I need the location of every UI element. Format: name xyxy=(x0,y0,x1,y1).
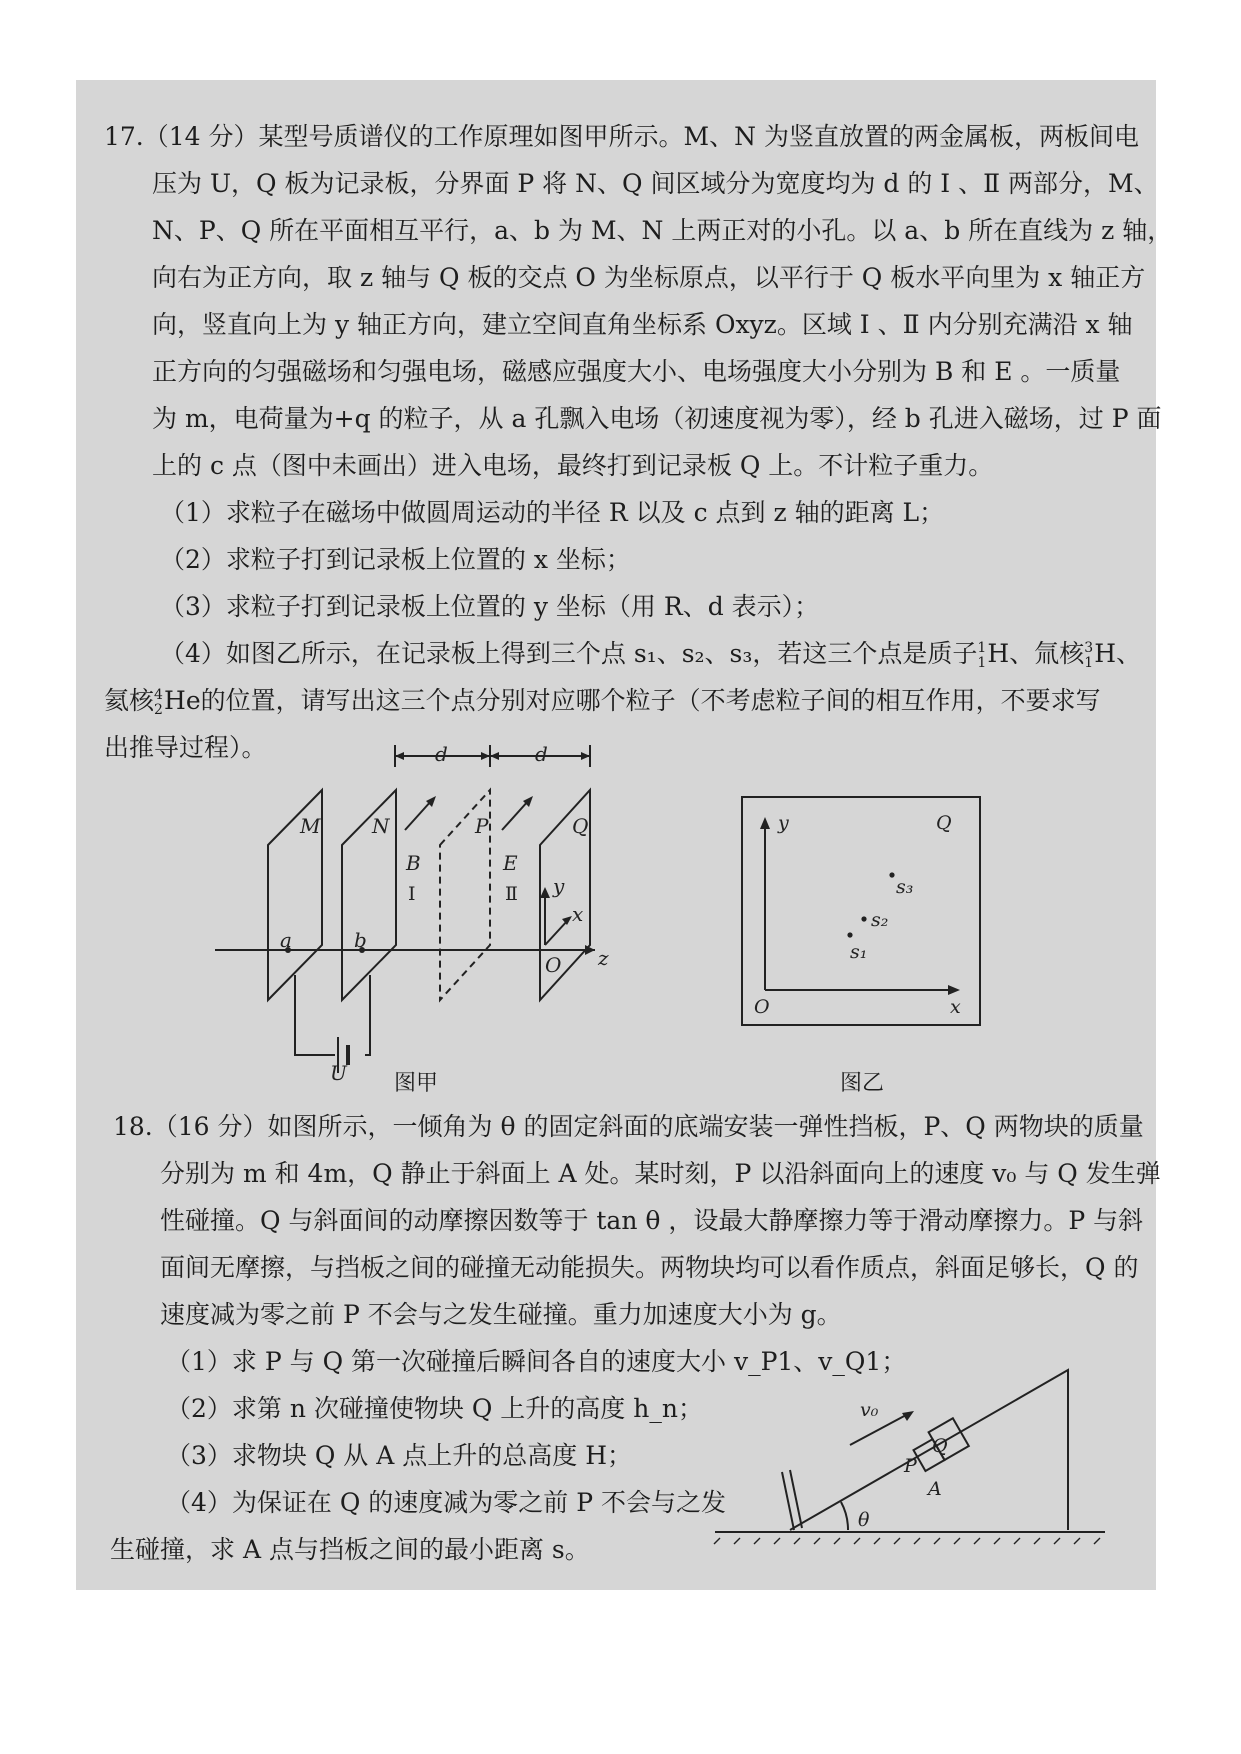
incline-label-theta: θ xyxy=(858,1509,870,1531)
q17-part-4-start: （4）如图乙所示，在记录板上得到三个点 s₁、s₂、s₃，若这三个点是质子 xyxy=(160,639,978,668)
label-region-2: Ⅱ xyxy=(505,883,518,905)
q18-stem-2: 性碰撞。Q 与斜面间的动摩擦因数等于 tan θ ，设最大静摩擦力等于滑动摩擦力。P 与斜 xyxy=(160,1206,1144,1235)
incline-label-p: P xyxy=(904,1455,917,1477)
q17-part-4-line-1 xyxy=(160,638,1141,671)
incline-label-q: Q xyxy=(932,1435,948,1457)
q17-stem-2: N、P、Q 所在平面相互平行，a、b 为 M、N 上两正对的小孔。以 a、b 所在直线为 z 轴， xyxy=(152,216,1173,245)
q18-stem-4: 速度减为零之前 P 不会与之发生碰撞。重力加速度大小为 g。 xyxy=(160,1300,842,1329)
q17-stem-3: 向右为正方向，取 z 轴与 Q 板的交点 O 为坐标原点，以平行于 Q 板水平向里为 x 轴正方 xyxy=(152,263,1146,292)
circuit-wire-right xyxy=(365,975,370,1055)
figure-b xyxy=(740,795,985,1030)
label-x: x xyxy=(572,902,584,926)
q17-points: （14 分） xyxy=(143,122,259,151)
fig-b-label-q: Q xyxy=(936,812,952,834)
label-q: Q xyxy=(572,814,589,838)
circuit-wire-left xyxy=(295,975,335,1055)
q17-number: 17. xyxy=(104,122,144,151)
fig-b-label-o: O xyxy=(754,996,770,1018)
b-field-arrow xyxy=(405,800,432,830)
incline-slope xyxy=(790,1370,1068,1530)
label-u: U xyxy=(330,1061,347,1085)
q17-stem-4: 向，竖直向上为 y 轴正方向，建立空间直角坐标系 Oxyz。区域 Ⅰ 、Ⅱ 内分别充满沿 x 轴 xyxy=(152,310,1133,339)
label-a: a xyxy=(280,928,292,952)
point-s1 xyxy=(847,932,852,937)
incline-figure xyxy=(710,1360,1110,1560)
q17-part-4-line2-start: 氦核 xyxy=(104,686,155,715)
triton-symbol: H xyxy=(1094,639,1117,668)
q-x-axis xyxy=(545,920,568,945)
fig-b-label-s2: s₂ xyxy=(871,909,889,931)
dim-label-left: d xyxy=(435,745,448,766)
q17-part-1: （1）求粒子在磁场中做圆周运动的半径 R 以及 c 点到 z 轴的距离 L； xyxy=(160,498,945,527)
q18-part-4: （4）为保证在 Q 的速度减为零之前 P 不会与之发 xyxy=(166,1488,727,1517)
label-m: M xyxy=(300,814,321,838)
q18-stem-0: 如图所示，一倾角为 θ 的固定斜面的底端安装一弹性挡板，P、Q 两物块的质量 xyxy=(267,1112,1144,1141)
q17-stem-0: 某型号质谱仪的工作原理如图甲所示。M、N 为竖直放置的两金属板，两板间电 xyxy=(258,122,1139,151)
fig-b-label-y: y xyxy=(778,812,789,834)
theta-arc xyxy=(841,1502,848,1530)
e-field-arrow xyxy=(502,800,529,830)
label-p: P xyxy=(475,814,489,838)
q17-stem-6: 为 m，电荷量为+q 的粒子，从 a 孔飘入电场（初速度视为零），经 b 孔进入磁场，过 P 面 xyxy=(152,404,1162,433)
point-s3 xyxy=(889,872,894,877)
q18-part-1: （1）求 P 与 Q 第一次碰撞后瞬间各自的速度大小 v_P1、v_Q1； xyxy=(166,1347,907,1376)
figure-a-caption: 图甲 xyxy=(394,1071,439,1096)
q17-part-2: （2）求粒子打到记录板上位置的 x 坐标； xyxy=(160,545,631,574)
q18-number: 18. xyxy=(113,1112,153,1141)
fig-b-label-s3: s₃ xyxy=(896,876,914,898)
fig-b-label-x: x xyxy=(950,996,961,1018)
q17-part-3: （3）求粒子打到记录板上位置的 y 坐标（用 R、d 表示）； xyxy=(160,592,820,621)
q17-stem-1: 压为 U，Q 板为记录板，分界面 P 将 N、Q 间区域分为宽度均为 d 的 Ⅰ 、Ⅱ 两部分，M、 xyxy=(152,169,1159,198)
label-n: N xyxy=(372,814,390,838)
q17-stem-7: 上的 c 点（图中未画出）进入电场，最终打到记录板 Q 上。不计粒子重力。 xyxy=(152,451,994,480)
triton-nuclide: 3 1 xyxy=(1084,639,1094,671)
q17-part-4-mid: 、氚核 xyxy=(1009,639,1085,668)
helium-nuclide: 4 2 xyxy=(154,686,163,718)
figure-a xyxy=(200,745,620,1085)
label-y: y xyxy=(553,874,565,898)
q18-line-1 xyxy=(113,1111,1144,1143)
q18-stem-1: 分别为 m 和 4m，Q 静止于斜面上 A 处。某时刻，P 以沿斜面向上的速度 v₀ 与 Q 发生弹 xyxy=(160,1159,1161,1188)
q18-stem-3: 面间无摩擦，与挡板之间的碰撞无动能损失。两物块均可以看作质点，斜面足够长，Q 的 xyxy=(160,1253,1139,1282)
helium-symbol: He xyxy=(164,686,201,715)
proton-symbol: H xyxy=(987,639,1010,668)
q17-part-4-line-2 xyxy=(104,685,1101,718)
incline-label-v0: v₀ xyxy=(860,1399,879,1421)
label-region-1: Ⅰ xyxy=(408,883,416,905)
q18-part-2: （2）求第 n 次碰撞使物块 Q 上升的高度 h_n； xyxy=(166,1394,703,1423)
q17-part-4-line-3: 出推导过程）。 xyxy=(104,733,267,762)
label-b: b xyxy=(354,928,367,952)
label-z: z xyxy=(598,946,609,970)
figure-b-caption: 图乙 xyxy=(840,1071,885,1096)
dim-label-right: d xyxy=(535,745,548,766)
label-e-field: E xyxy=(503,851,518,875)
point-s2 xyxy=(861,916,866,921)
q18-part-3: （3）求物块 Q 从 A 点上升的总高度 H； xyxy=(166,1441,632,1470)
q17-line-1 xyxy=(104,121,1139,153)
proton-nuclide: 1 1 xyxy=(977,639,987,671)
q18-last-line: 生碰撞，求 A 点与挡板之间的最小距离 s。 xyxy=(110,1535,590,1564)
label-o: O xyxy=(545,953,562,977)
q17-part-4-after: 、 xyxy=(1116,639,1142,668)
q17-stem-5: 正方向的匀强磁场和匀强电场，磁感应强度大小、电场强度大小分别为 B 和 E 。一质量 xyxy=(152,357,1121,386)
q18-points: （16 分） xyxy=(152,1112,268,1141)
v0-arrow xyxy=(850,1414,908,1445)
fig-b-label-s1: s₁ xyxy=(850,941,868,963)
incline-label-a: A xyxy=(928,1478,942,1500)
q17-part-4-line2-end: 的位置，请写出这三个点分别对应哪个粒子（不考虑粒子间的相互作用，不要求写 xyxy=(200,686,1101,715)
label-b-field: B xyxy=(406,851,421,875)
